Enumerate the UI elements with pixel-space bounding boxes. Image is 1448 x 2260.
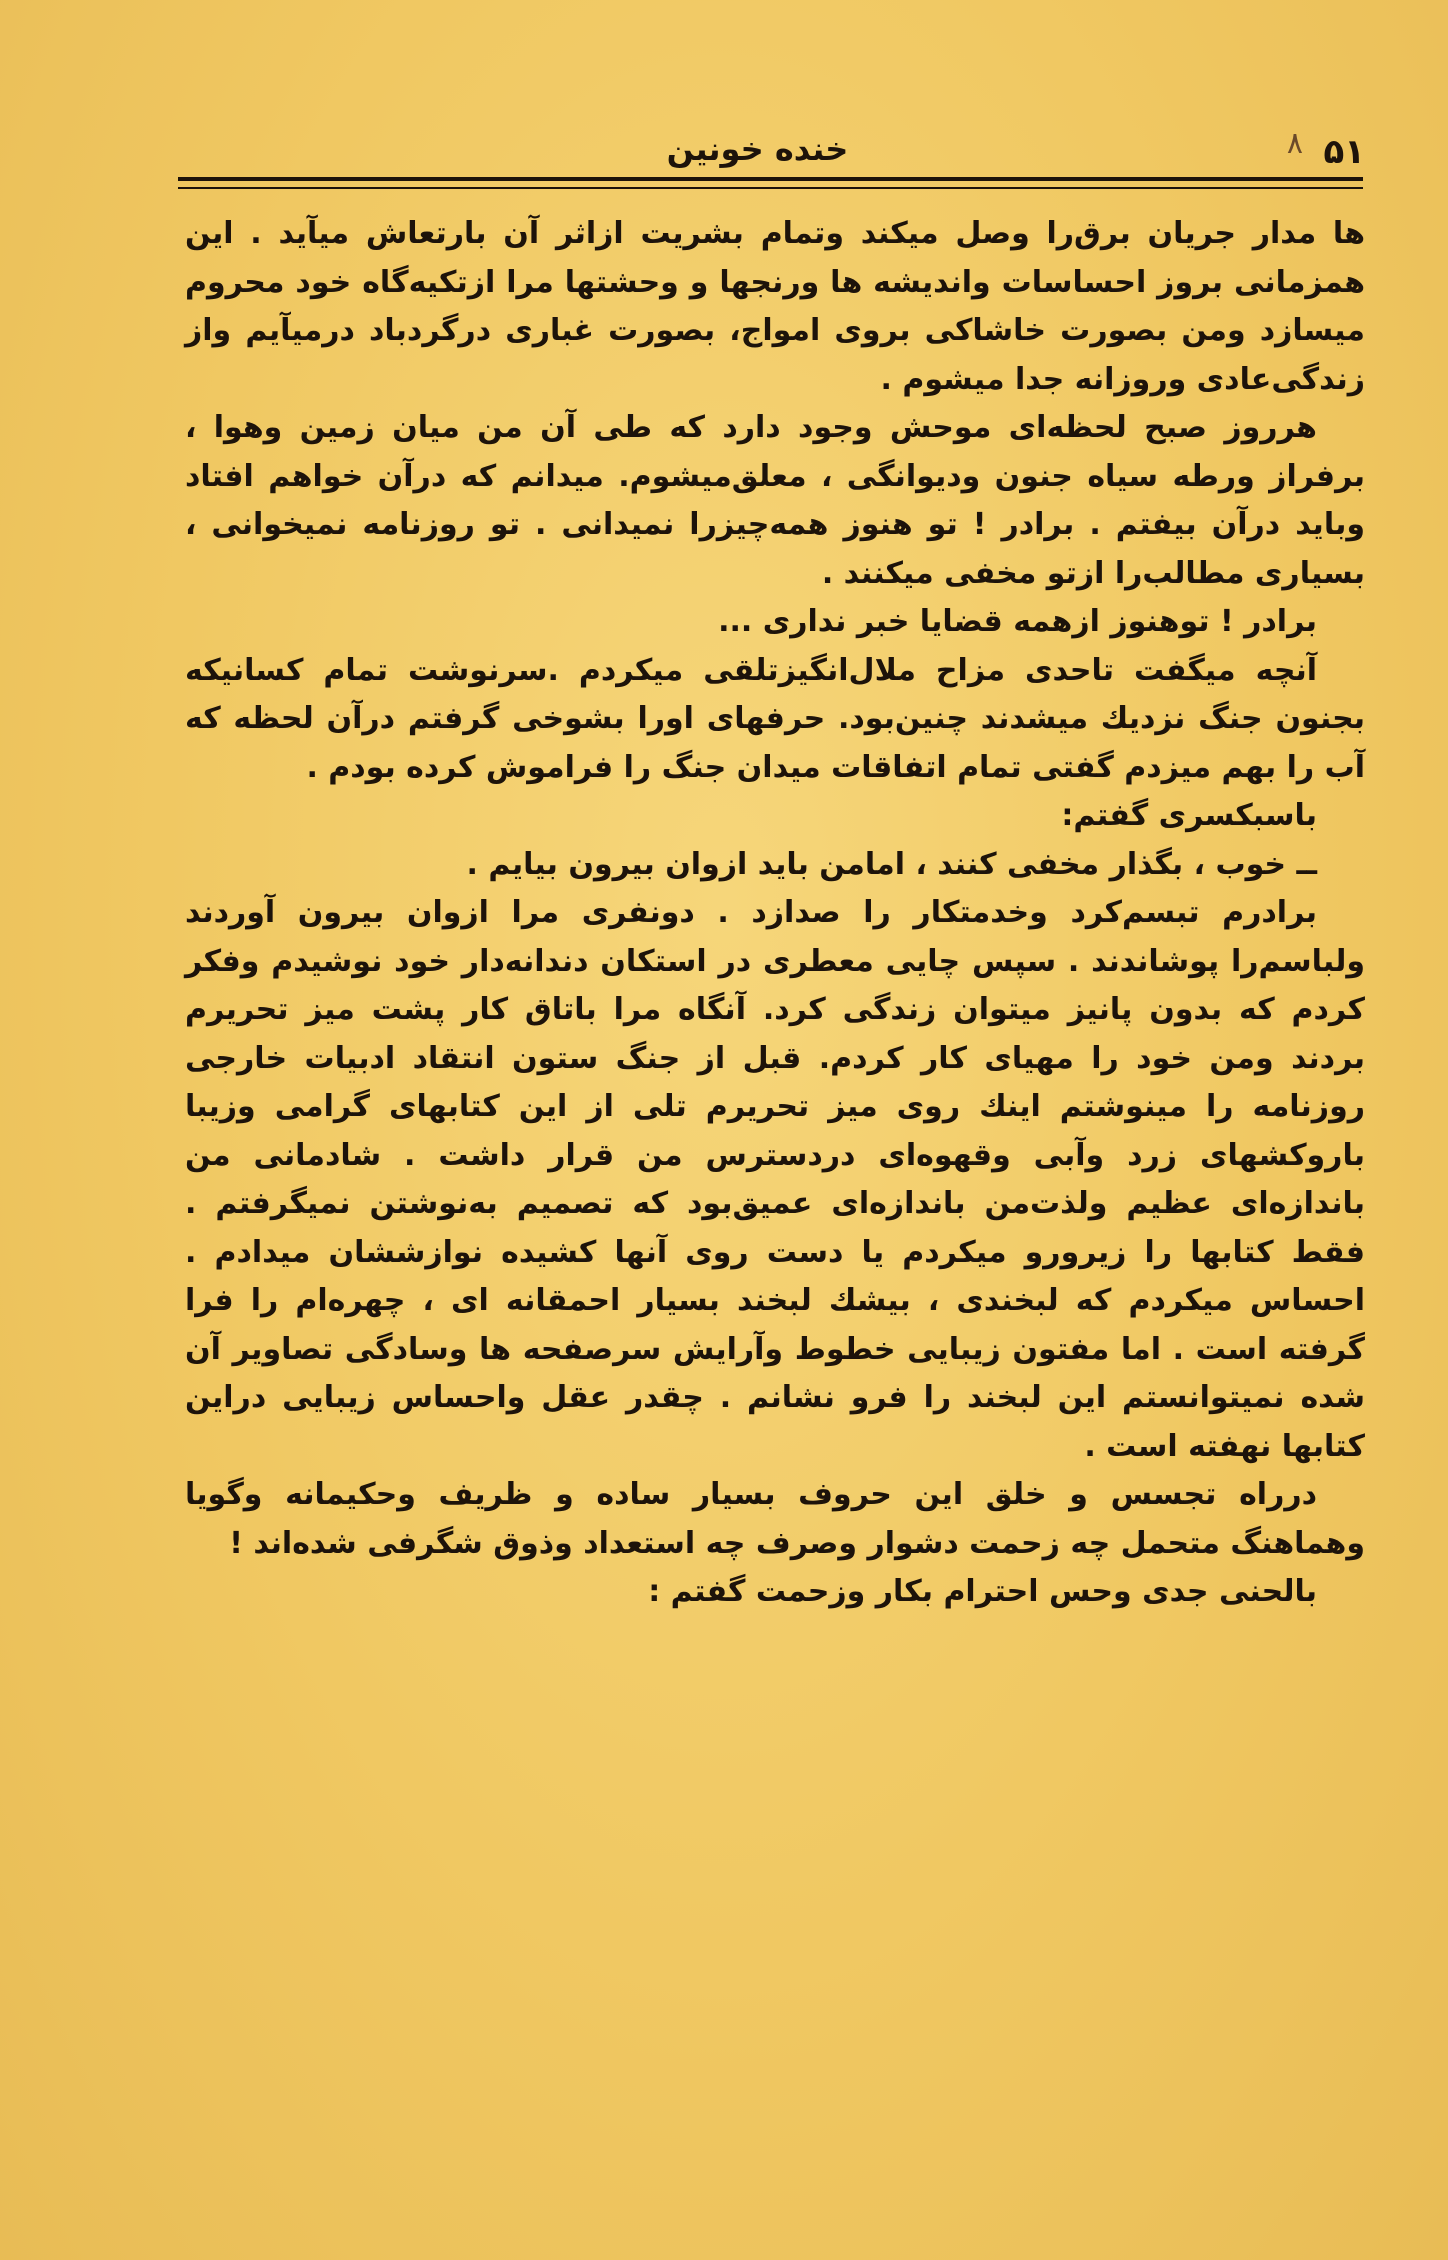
- header-rule-thick: [178, 177, 1363, 181]
- paragraph: باسبکسری گفتم:: [1061, 798, 1317, 833]
- paragraph: برادرم تبسم‌کرد وخدمتکار را صدازد . دونفری مرا ازوان بیرون آوردند ولباسم‌را پوشاندند . سپس چایی معطری در استکان دندانه‌دار خود نوشیدم وفکر کردم که بدون پانیز میتوان زندگی کرد. آنگاه مرا باتاق کار پشت میز تحریرم بردند ومن خود را مهیای کار کردم. قبل از جنگ ستون انتقاد ادبیات خارجی روزنامه را مینوشتم اینك روی میز تحریرم تلی از این کتابهای گرامی وزیبا باروکشهای زرد وآبی وقهوه‌ای دردسترس من قرار داشت . شادمانی من باندازه‌ای عظیم ولذت‌من باندازه‌ای عمیق‌بود که تصمیم به‌نوشتن نمیگرفتم . فقط کتابها را زیرورو میکردم یا دست روی آنها کشیده نوازششان میدادم . احساس میکردم که لبخندی ، بیشك لبخند بسیار احمقانه ای ، چهره‌ام را فرا گرفته است . اما مفتون زیبایی خطوط وآرایش سرصفحه ها وسادگی تصاویر آن شده نمیتوانستم این لبخند را فرو نشانم . چقدر عقل واحساس زیبایی دراین کتابها نهفته است .: [185, 895, 1365, 1464]
- paragraph: بالحنی جدی وحس احترام بکار وزحمت گفتم :: [648, 1574, 1317, 1609]
- body-text: [185, 210, 1365, 1617]
- running-title: خنده خونین: [666, 130, 849, 168]
- paragraph: ها مدار جریان برق‌را وصل میکند وتمام بشریت ازاثر آن بارتعاش میآید . این همزمانی بروز احساسات واندیشه ها ورنجها و وحشتها مرا ازتکیه‌گاه خود محروم میسازد ومن بصورت خاشاکی بروی امواج، بصورت غباری درگردباد درمیآیم واز زندگی‌عادی وروزانه جدا میشوم .: [185, 216, 1365, 397]
- paragraph-dialogue: ــ خوب ، بگذار مخفی کنند ، امامن باید ازوان بیرون بیایم .: [466, 846, 1317, 882]
- pencil-annotation: ۸: [1286, 126, 1303, 161]
- paragraph: هرروز صبح لحظه‌ای موحش وجود دارد که طی آن من میان زمین وهوا ، برفراز ورطه سیاه جنون ودیوانگی ، معلق‌میشوم. میدانم که درآن خواهم افتاد وباید درآن بیفتم . برادر ! تو هنوز همه‌چیزرا نمیدانی . تو روزنامه نمیخوانی ، بسیاری مطالب‌را ازتو مخفی میکنند .: [185, 410, 1365, 591]
- paragraph: آنچه میگفت تاحدی مزاح ملال‌انگیزتلقی میکردم .سرنوشت تمام کسانیکه بجنون جنگ نزدیك میشدند چنین‌بود. حرفهای اورا بشوخی گرفتم درآن لحظه که آب را بهم میزدم گفتی تمام اتفاقات میدان جنگ را فراموش کرده بودم .: [185, 652, 1365, 785]
- page-number: ۵۱: [1323, 132, 1365, 172]
- paragraph: درراه تجسس و خلق این حروف بسیار ساده و ظریف وحکیمانه وگویا وهماهنگ متحمل چه زحمت دشوار وصرف چه استعداد وذوق شگرفی شده‌اند !: [185, 1477, 1365, 1561]
- page-header: [150, 118, 1365, 178]
- paragraph: برادر ! توهنوز ازهمه قضایا خبر نداری ...: [718, 604, 1317, 639]
- header-rule-thin: [178, 187, 1363, 189]
